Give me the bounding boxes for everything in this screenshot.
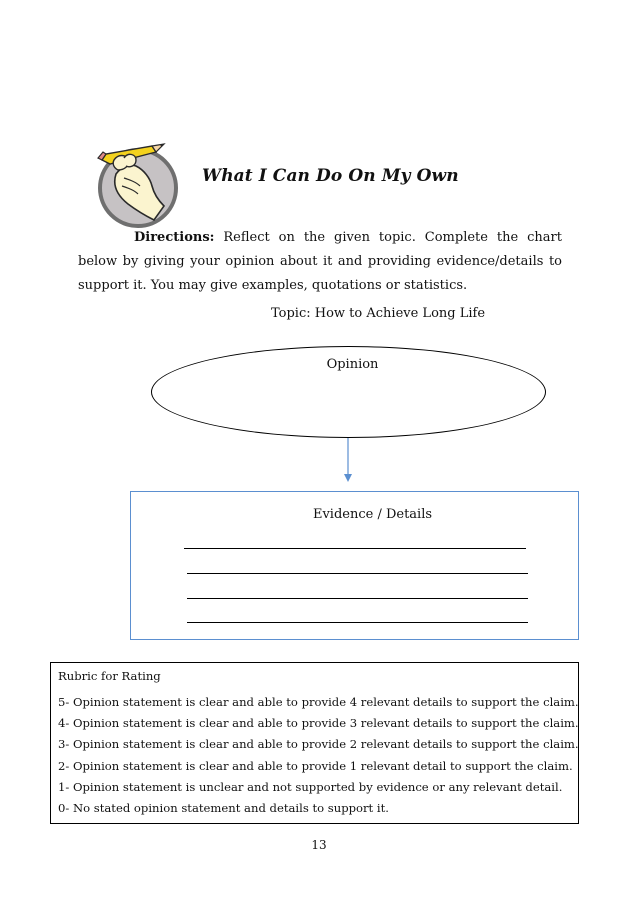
rubric-item: 4- Opinion statement is clear and able to provide 3 relevant details to support the claim. <box>58 716 579 731</box>
evidence-box <box>130 491 579 640</box>
hand-writing-pencil-icon <box>94 134 182 230</box>
opinion-ellipse <box>151 346 546 438</box>
rubric-heading: Rubric for Rating <box>58 669 161 683</box>
page-number: 13 <box>311 838 327 852</box>
down-arrow-icon <box>340 438 356 484</box>
opinion-label: Opinion <box>326 357 379 372</box>
answer-line <box>184 548 526 549</box>
rubric-item: 3- Opinion statement is clear and able to provide 2 relevant details to support the claim. <box>58 737 579 752</box>
directions-lead: Directions: <box>134 230 215 245</box>
directions-text: Reflect on the given topic. Complete the chart below by giving your opinion about it and providing evidence/details to support it. You may give examples, quotations or statistics. <box>78 230 562 293</box>
answer-line <box>187 573 528 574</box>
directions-paragraph <box>78 226 562 298</box>
evidence-label: Evidence / Details <box>312 507 433 522</box>
rubric-item: 0- No stated opinion statement and details to support it. <box>58 801 389 816</box>
rubric-item: 2- Opinion statement is clear and able to provide 1 relevant detail to support the claim. <box>58 758 573 773</box>
answer-line <box>187 598 528 599</box>
activity-title: What I Can Do On My Own <box>202 166 459 186</box>
topic-line: Topic: How to Achieve Long Life <box>271 306 486 321</box>
rubric-item: 1- Opinion statement is unclear and not supported by evidence or any relevant detail. <box>58 779 563 794</box>
rubric-item: 5- Opinion statement is clear and able to provide 4 relevant details to support the claim. <box>58 695 579 709</box>
rubric-box <box>50 662 579 824</box>
answer-line <box>187 622 528 623</box>
